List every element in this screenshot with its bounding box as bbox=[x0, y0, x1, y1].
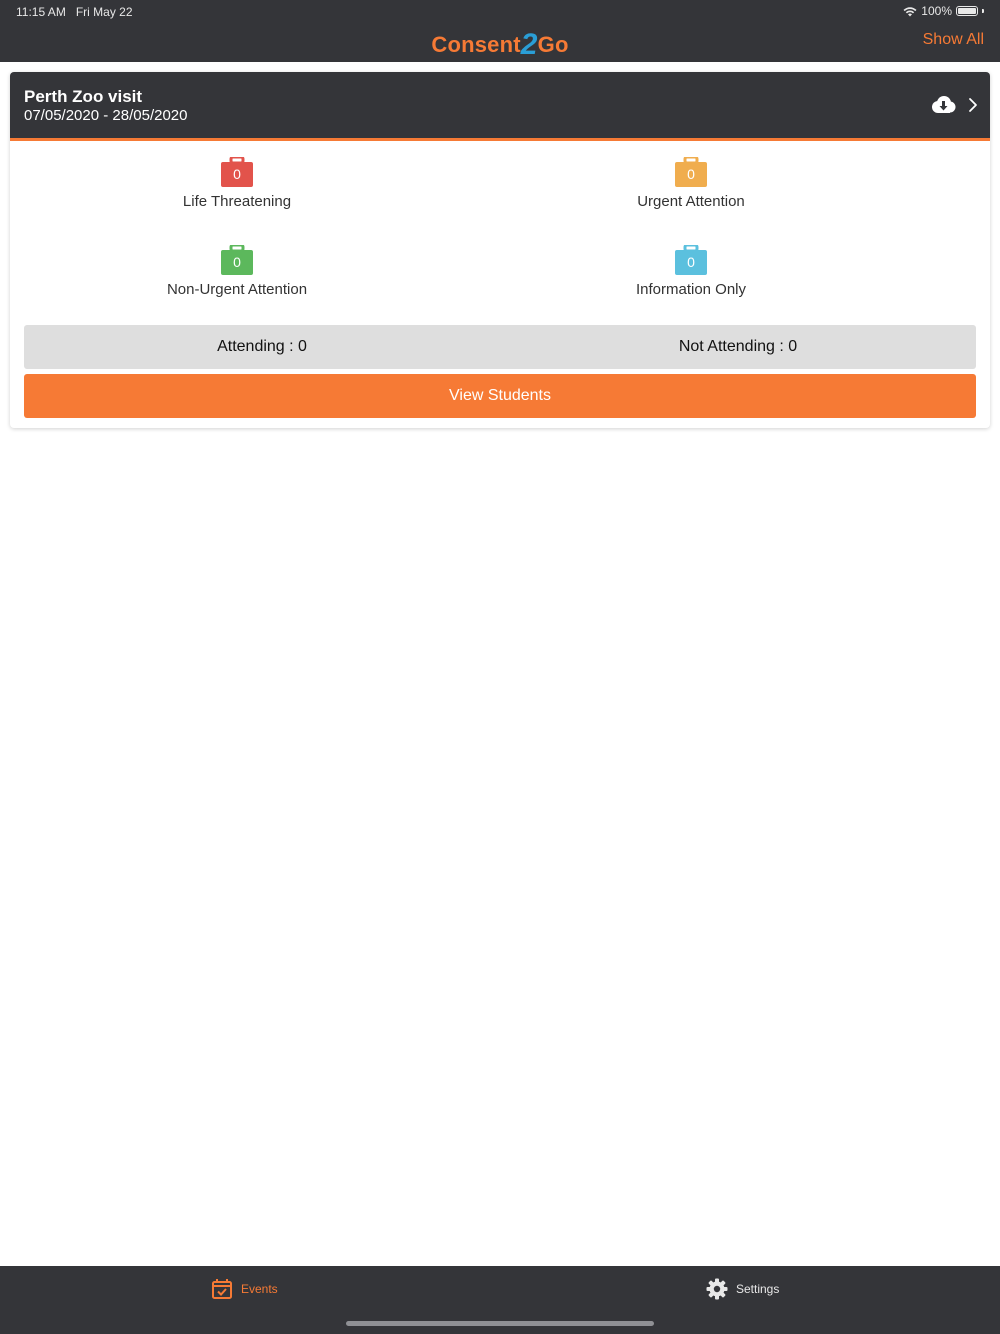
event-card-header[interactable] bbox=[10, 72, 990, 141]
cloud-download-icon[interactable] bbox=[930, 95, 956, 115]
event-dates: 07/05/2020 - 28/05/2020 bbox=[24, 107, 188, 124]
chevron-right-icon[interactable] bbox=[968, 97, 978, 113]
non-urgent-attention-count: 0 bbox=[233, 254, 241, 270]
status-bar-right bbox=[903, 4, 984, 18]
tab-events-label: Events bbox=[241, 1282, 278, 1296]
medical-bag-icon bbox=[220, 157, 254, 187]
stat-non-urgent-attention bbox=[87, 245, 387, 298]
life-threatening-label: Life Threatening bbox=[182, 193, 292, 210]
tab-settings-label: Settings bbox=[736, 1282, 780, 1296]
tab-events[interactable] bbox=[211, 1278, 278, 1300]
non-urgent-attention-label: Non-Urgent Attention bbox=[166, 281, 308, 298]
medical-bag-icon bbox=[674, 157, 708, 187]
battery-percent: 100% bbox=[921, 4, 952, 18]
home-indicator bbox=[346, 1321, 654, 1326]
not-attending-count: Not Attending : 0 bbox=[678, 338, 798, 355]
attendance-bar bbox=[24, 325, 976, 369]
top-bar bbox=[0, 0, 1000, 62]
stat-information-only bbox=[541, 245, 841, 298]
view-students-button[interactable]: View Students bbox=[24, 374, 976, 418]
tab-settings[interactable] bbox=[706, 1278, 779, 1300]
information-only-label: Information Only bbox=[635, 281, 747, 298]
status-time: 11:15 AM bbox=[16, 5, 66, 19]
urgent-attention-label: Urgent Attention bbox=[637, 193, 745, 210]
calendar-check-icon bbox=[211, 1278, 233, 1300]
medical-bag-icon bbox=[674, 245, 708, 275]
logo-part-3: Go bbox=[537, 32, 569, 57]
stat-urgent-attention bbox=[541, 157, 841, 210]
show-all-button[interactable]: Show All bbox=[922, 31, 984, 48]
logo-part-1: Consent bbox=[431, 32, 521, 57]
app-logo bbox=[0, 26, 1000, 60]
stat-life-threatening bbox=[87, 157, 387, 210]
battery-icon bbox=[956, 6, 978, 16]
gear-icon bbox=[706, 1278, 728, 1300]
life-threatening-count: 0 bbox=[233, 166, 241, 182]
attending-count: Attending : 0 bbox=[217, 338, 307, 355]
wifi-icon bbox=[903, 6, 917, 17]
status-date: Fri May 22 bbox=[75, 5, 133, 19]
event-card bbox=[10, 72, 990, 428]
logo-part-2: 2 bbox=[520, 28, 538, 61]
information-only-count: 0 bbox=[687, 254, 695, 270]
tab-bar bbox=[0, 1266, 1000, 1334]
status-bar-time bbox=[16, 5, 133, 19]
urgent-attention-count: 0 bbox=[687, 166, 695, 182]
event-title: Perth Zoo visit bbox=[24, 87, 143, 106]
medical-bag-icon bbox=[220, 245, 254, 275]
